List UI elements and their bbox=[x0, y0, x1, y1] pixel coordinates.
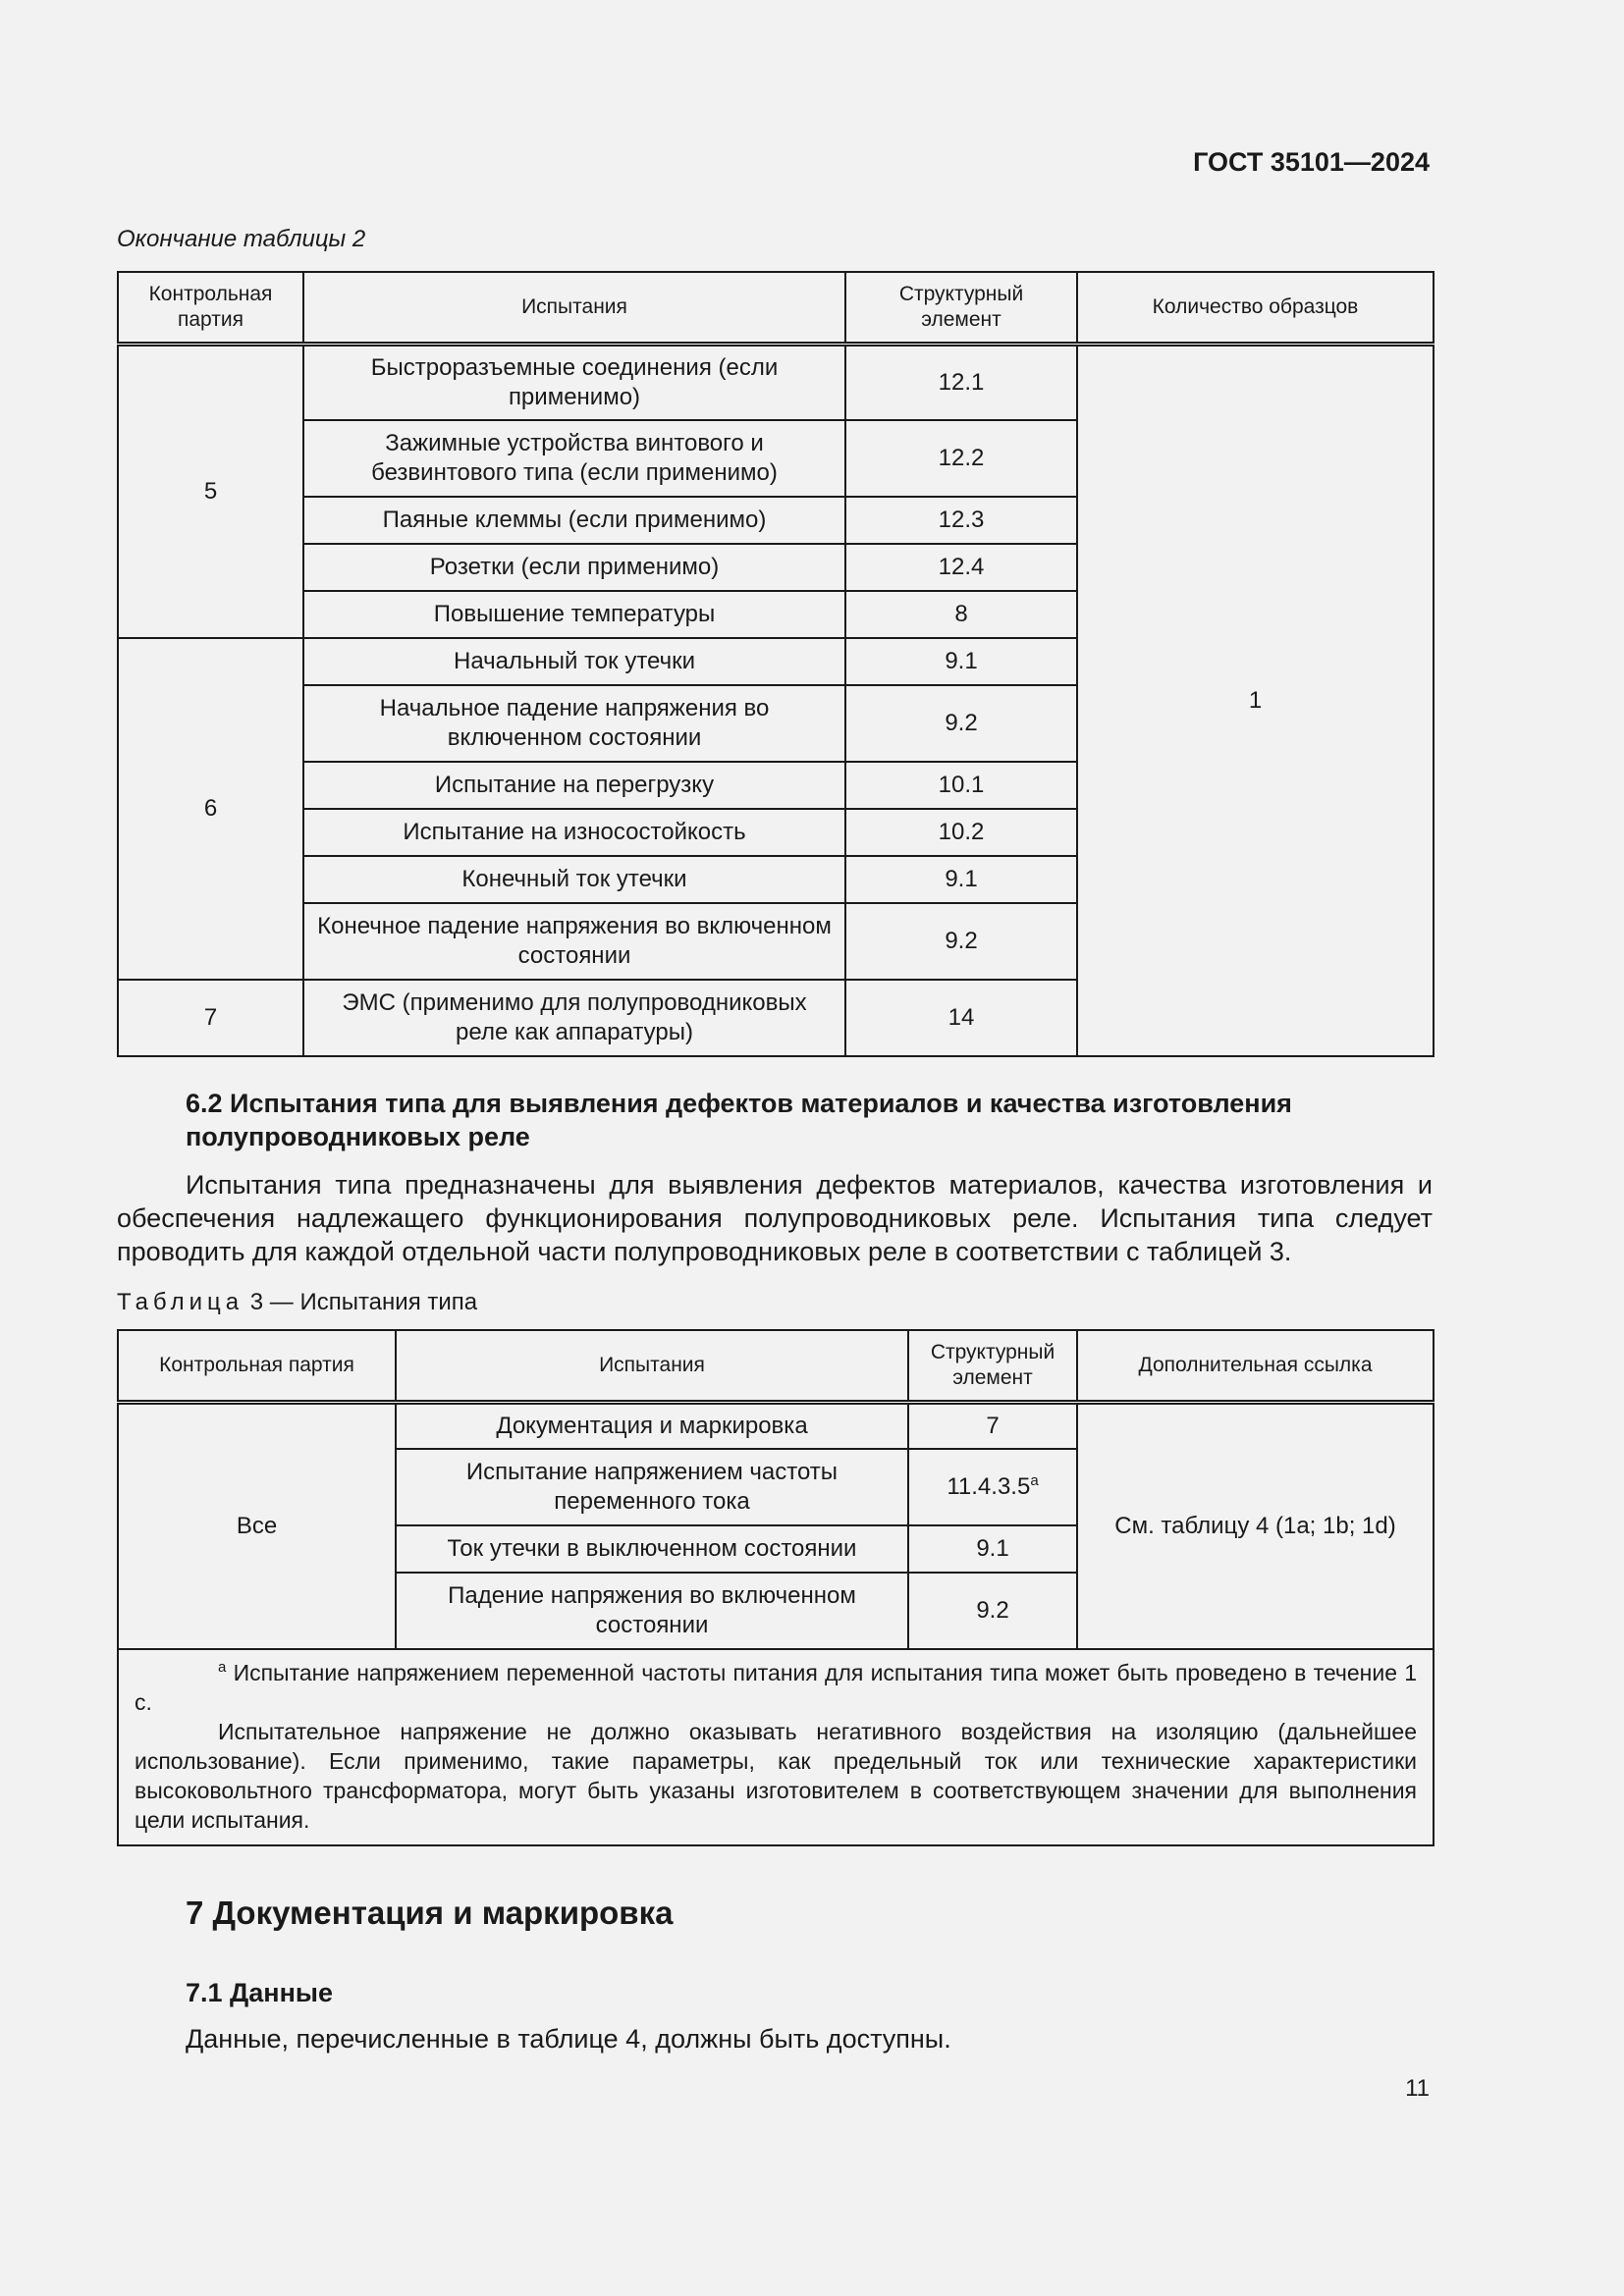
table3-header-tests: Испытания bbox=[396, 1330, 908, 1402]
section-6-2-paragraph bbox=[117, 1168, 1433, 1268]
section-6-2-heading: 6.2 Испытания типа для выявления дефектов материалов и качества изготовления полупроводниковых реле bbox=[186, 1089, 1292, 1151]
table2-test: Паяные клеммы (если применимо) bbox=[303, 497, 845, 544]
table3-footnote-row bbox=[118, 1649, 1434, 1845]
footnote-mark: a bbox=[218, 1659, 227, 1676]
table3-reference: См. таблицу 4 (1a; 1b; 1d) bbox=[1077, 1402, 1434, 1649]
table-3 bbox=[117, 1329, 1435, 1846]
table3-header-element: Структурный элемент bbox=[908, 1330, 1077, 1402]
table2-element: 12.3 bbox=[845, 497, 1077, 544]
table2-party-5: 5 bbox=[118, 344, 303, 638]
table2-header-element: Структурный элемент bbox=[845, 272, 1077, 344]
table2-header-samples: Количество образцов bbox=[1077, 272, 1434, 344]
table2-test: Испытание на износостойкость bbox=[303, 809, 845, 856]
table3-element bbox=[908, 1449, 1077, 1525]
table2-caption: Окончание таблицы 2 bbox=[117, 226, 366, 252]
table2-element: 10.2 bbox=[845, 809, 1077, 856]
table3-element: 9.2 bbox=[908, 1573, 1077, 1649]
footnote-ref-mark: a bbox=[1030, 1472, 1039, 1489]
table2-element: 12.1 bbox=[845, 344, 1077, 420]
table3-header-row bbox=[118, 1330, 1434, 1402]
table2-test: Начальное падение напряжения во включенном состоянии bbox=[303, 685, 845, 762]
table3-caption-title: 3 — Испытания типа bbox=[249, 1289, 478, 1315]
table2-test: Повышение температуры bbox=[303, 591, 845, 638]
table2-element: 10.1 bbox=[845, 762, 1077, 809]
table3-caption bbox=[117, 1289, 477, 1316]
table2-test: Испытание на перегрузку bbox=[303, 762, 845, 809]
table3-test: Падение напряжения во включенном состоянии bbox=[396, 1573, 908, 1649]
section-7-1-paragraph: Данные, перечисленные в таблице 4, должны быть доступны. bbox=[186, 2024, 951, 2054]
table2-test: Конечный ток утечки bbox=[303, 856, 845, 903]
table3-header-reference: Дополнительная ссылка bbox=[1077, 1330, 1434, 1402]
table2-element: 14 bbox=[845, 980, 1077, 1056]
table3-test: Испытание напряжением частоты переменного тока bbox=[396, 1449, 908, 1525]
table2-element: 12.4 bbox=[845, 544, 1077, 591]
table2-party-6: 6 bbox=[118, 638, 303, 980]
table2-test: Начальный ток утечки bbox=[303, 638, 845, 685]
table2-test: Быстроразъемные соединения (если применимо) bbox=[303, 344, 845, 420]
table3-party: Все bbox=[118, 1402, 396, 1649]
table3-header-party: Контрольная партия bbox=[118, 1330, 396, 1402]
table3-test: Документация и маркировка bbox=[396, 1402, 908, 1449]
table3-caption-label: Таблица bbox=[117, 1289, 244, 1315]
table3-element: 9.1 bbox=[908, 1525, 1077, 1573]
table2-samples: 1 bbox=[1077, 344, 1434, 1056]
table-row bbox=[118, 1402, 1434, 1449]
table2-element: 8 bbox=[845, 591, 1077, 638]
table2-element: 9.1 bbox=[845, 856, 1077, 903]
table2-element: 12.2 bbox=[845, 420, 1077, 497]
table3-element: 7 bbox=[908, 1402, 1077, 1449]
table2-header-party: Контрольная партия bbox=[118, 272, 303, 344]
table2-element: 9.2 bbox=[845, 903, 1077, 980]
standard-code: ГОСТ 35101—2024 bbox=[1193, 147, 1430, 177]
section-7-1-heading: 7.1 Данные bbox=[186, 1978, 333, 2007]
table2-test: Зажимные устройства винтового и безвинтового типа (если применимо) bbox=[303, 420, 845, 497]
table2-test: Розетки (если применимо) bbox=[303, 544, 845, 591]
table3-test: Ток утечки в выключенном состоянии bbox=[396, 1525, 908, 1573]
table2-party-7: 7 bbox=[118, 980, 303, 1056]
footnote-paragraph-1 bbox=[135, 1658, 1417, 1717]
table3-element-value: 11.4.3.5 bbox=[947, 1473, 1031, 1500]
footnote-text-1: Испытание напряжением переменной частоты питания для испытания типа может быть проведено в течение 1 с. bbox=[135, 1660, 1418, 1715]
section-7-heading: 7 Документация и маркировка bbox=[186, 1895, 674, 1931]
page-number: 11 bbox=[1405, 2075, 1430, 2102]
table2-test: ЭМС (применимо для полупроводниковых реле как аппаратуры) bbox=[303, 980, 845, 1056]
table2-header-tests: Испытания bbox=[303, 272, 845, 344]
table2-element: 9.1 bbox=[845, 638, 1077, 685]
table2-test: Конечное падение напряжения во включенном состоянии bbox=[303, 903, 845, 980]
table3-footnote bbox=[118, 1649, 1434, 1845]
table2-element: 9.2 bbox=[845, 685, 1077, 762]
footnote-paragraph-2: Испытательное напряжение не должно оказывать негативного воздействия на изоляцию (дальнейшее использование). Если применимо, такие параметры, как предельный ток или технические характеристики высоковольтного трансформатора, могут быть указаны изготовителем в соответствующем значении для выполнения цели испытания. bbox=[135, 1719, 1417, 1833]
table-row bbox=[118, 344, 1434, 420]
section-6-2-text: Испытания типа предназначены для выявления дефектов материалов, качества изготовления и обеспечения надлежащего функционирования полупроводниковых реле. Испытания типа следует проводить для каждой отдельной части полупроводниковых реле в соответствии с таблицей 3. bbox=[117, 1170, 1433, 1266]
table2-header-row bbox=[118, 272, 1434, 344]
table-2 bbox=[117, 271, 1435, 1057]
